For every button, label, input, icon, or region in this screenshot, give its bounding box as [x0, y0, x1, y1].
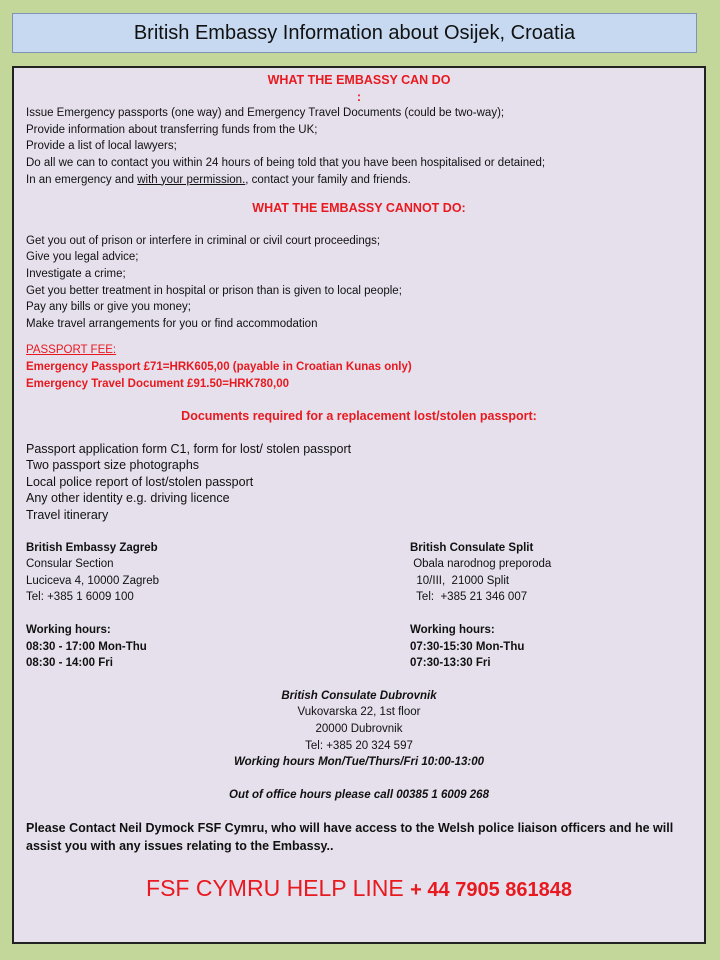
- list-item: Pay any bills or give you money;: [26, 301, 191, 314]
- hours-label: Working hours:: [26, 624, 111, 637]
- hours-line: 07:30-13:30 Fri: [410, 657, 491, 670]
- office-tel: Tel: +385 20 324 597: [305, 739, 413, 752]
- office-address: 10/III, 21000 Split: [410, 574, 510, 587]
- list-item: Make travel arrangements for you or find accommodation: [26, 317, 318, 330]
- list-item: Issue Emergency passports (one way) and Emergency Travel Documents (could be two-way);: [26, 107, 505, 120]
- can-do-heading: WHAT THE EMBASSY CAN DO: [267, 73, 451, 87]
- list-item: Investigate a crime;: [26, 267, 126, 280]
- cannot-do-heading: WHAT THE EMBASSY CANNOT DO:: [252, 201, 466, 216]
- office-address: Vukovarska 22, 1st floor: [297, 706, 421, 719]
- hours-line: Working hours Mon/Tue/Thurs/Fri 10:00-13:00: [233, 756, 485, 769]
- fee-line: Emergency Travel Document £91.50=HRK780,00: [26, 377, 290, 390]
- helpline-number: + 44 7905 861848: [410, 879, 572, 902]
- split-office: [410, 540, 692, 672]
- list-item-text: , contact your family and friends.: [245, 173, 411, 186]
- cannot-do-list: [26, 233, 692, 333]
- helpline-label: FSF CYMRU HELP LINE: [146, 875, 411, 902]
- office-address: 20000 Dubrovnik: [315, 723, 403, 735]
- office-address: Luciceva 4, 10000 Zagreb: [26, 574, 159, 587]
- hours-line: 08:30 - 17:00 Mon-Thu: [26, 640, 147, 653]
- office-name: British Consulate Split: [410, 541, 534, 554]
- offices: [26, 540, 692, 672]
- zagreb-office: [26, 540, 410, 672]
- list-item: Get you out of prison or interfere in criminal or civil court proceedings;: [26, 234, 381, 247]
- list-item: Any other identity e.g. driving licence: [26, 491, 230, 506]
- permission-text: with your permission.: [137, 173, 246, 186]
- office-tel: Tel: +385 21 346 007: [410, 591, 528, 604]
- docs-heading: Documents required for a replacement lost/stolen passport:: [181, 409, 537, 424]
- list-item: Passport application form C1, form for lost/ stolen passport: [26, 441, 352, 456]
- office-tel: Tel: +385 1 6009 100: [26, 591, 134, 604]
- dubrovnik-office: [26, 688, 692, 804]
- can-do-colon: :: [356, 89, 362, 104]
- hours-line: 08:30 - 14:00 Fri: [26, 657, 113, 670]
- docs-list: [26, 441, 692, 524]
- info-panel: [12, 66, 706, 944]
- office-address: Obala narodnog preporoda: [410, 558, 552, 571]
- office-section: Consular Section: [26, 558, 114, 571]
- list-item: Get you better treatment in hospital or prison than is given to local people;: [26, 284, 402, 297]
- contact-note: Please Contact Neil Dymock FSF Cymru, who will have access to the Welsh police liaison officers and he will assist you with any issues relating to the Embassy..: [26, 821, 674, 854]
- hours-label: Working hours:: [410, 624, 495, 637]
- list-item: Do all we can to contact you within 24 hours of being told that you have been hospitalised or detained;: [26, 156, 546, 169]
- list-item-text: In an emergency and: [26, 173, 138, 186]
- can-do-list: [26, 105, 692, 188]
- list-item: Provide a list of local lawyers;: [26, 140, 177, 153]
- list-item: [26, 172, 692, 189]
- list-item: Local police report of lost/stolen passport: [26, 474, 254, 489]
- page-title: British Embassy Information about Osijek, Croatia: [12, 13, 697, 53]
- fee-heading: PASSPORT FEE:: [26, 344, 117, 357]
- list-item: Provide information about transferring funds from the UK;: [26, 123, 318, 136]
- helpline: [26, 875, 692, 902]
- out-of-office-note: Out of office hours please call 00385 1 6009 268: [229, 788, 489, 801]
- hours-line: 07:30-15:30 Mon-Thu: [410, 640, 525, 653]
- fee-line: Emergency Passport £71=HRK605,00 (payable in Croatian Kunas only): [26, 360, 412, 373]
- list-item: Travel itinerary: [26, 508, 109, 523]
- list-item: Give you legal advice;: [26, 251, 139, 264]
- office-name: British Embassy Zagreb: [26, 541, 158, 554]
- list-item: Two passport size photographs: [26, 458, 200, 473]
- office-name: British Consulate Dubrovnik: [281, 689, 437, 702]
